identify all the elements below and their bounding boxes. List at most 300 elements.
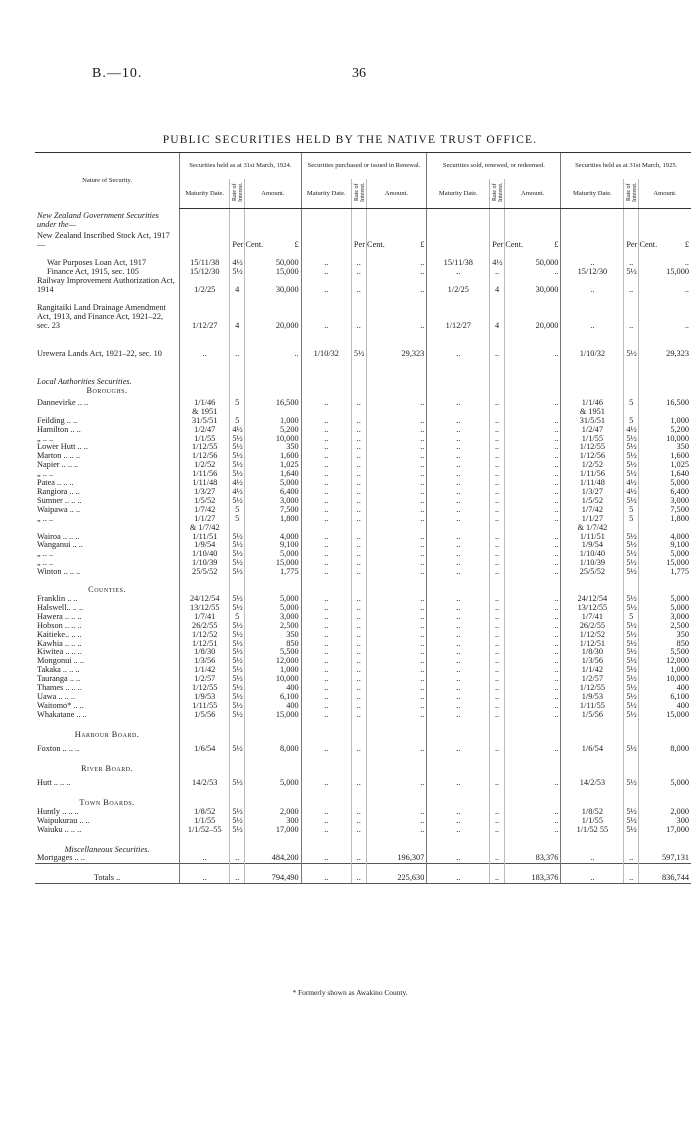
amount-cell: ..: [366, 461, 427, 470]
security-name: Franklin .. ..: [37, 594, 78, 604]
maturity-cell: 1/1/27: [561, 515, 624, 524]
amount-cell: 350: [638, 443, 691, 452]
amount-cell: 196,307: [366, 854, 427, 863]
maturity-cell: 1/8/52: [180, 808, 230, 817]
amount-cell: ..: [638, 277, 691, 295]
security-name: Waipawa .. ..: [37, 504, 81, 514]
amount-cell: [366, 577, 427, 595]
rate-cell: 4½: [230, 479, 245, 488]
section-heading-row: [35, 577, 691, 595]
amount-cell: 1,800: [245, 515, 302, 524]
maturity-cell: ..: [301, 684, 351, 693]
amount-cell: 1,025: [245, 461, 302, 470]
rate-cell: ..: [490, 817, 505, 826]
security-name: Hutt .. .. ..: [37, 777, 71, 787]
maturity-cell: 1/12/56: [180, 452, 230, 461]
maturity-cell: ..: [301, 604, 351, 613]
rate-cell: [351, 577, 366, 595]
amount-cell: 5,000: [245, 595, 302, 604]
maturity-cell: [561, 387, 624, 396]
amount-cell: [504, 577, 561, 595]
header-rate: Rate of Interest.: [492, 182, 505, 202]
rate-cell: ..: [490, 595, 505, 604]
amount-cell: 5,000: [245, 604, 302, 613]
section-heading-row: [35, 754, 691, 774]
amount-cell: 30,000: [504, 277, 561, 295]
amount-cell: 15,000: [245, 711, 302, 720]
maturity-cell: ..: [427, 684, 490, 693]
section-heading-row: [35, 359, 691, 387]
rate-cell: ..: [351, 648, 366, 657]
maturity-cell: [427, 208, 490, 230]
security-name: Kiwitea .. .. ..: [37, 647, 82, 657]
amount-cell: [245, 788, 302, 808]
amount-cell: ..: [504, 470, 561, 479]
amount-cell: 6,100: [245, 693, 302, 702]
maturity-cell: ..: [561, 250, 624, 268]
rate-cell: ..: [490, 461, 505, 470]
amount-cell: [366, 208, 427, 230]
amount-cell: ..: [366, 693, 427, 702]
rate-cell: 5½: [624, 268, 639, 277]
maturity-cell: ..: [301, 613, 351, 622]
amount-cell: ..: [366, 533, 427, 542]
maturity-cell: ..: [427, 435, 490, 444]
rate-cell: 5½: [230, 817, 245, 826]
maturity-cell: 1/3/56: [561, 657, 624, 666]
rate-cell: [490, 720, 505, 740]
maturity-cell: ..: [427, 461, 490, 470]
maturity-cell: ..: [301, 808, 351, 817]
maturity-cell: [180, 359, 230, 387]
amount-cell: ..: [366, 613, 427, 622]
maturity-cell: 26/2/55: [561, 622, 624, 631]
amount-cell: ..: [504, 396, 561, 408]
rate-cell: ..: [351, 479, 366, 488]
amount-cell: 6,400: [638, 488, 691, 497]
amount-cell: 5,000: [638, 774, 691, 788]
maturity-cell: 1/10/40: [561, 550, 624, 559]
maturity-cell: 15/12/30: [561, 268, 624, 277]
amount-cell: 1,000: [638, 666, 691, 675]
rate-cell: 5½: [624, 595, 639, 604]
rate-cell: ..: [490, 684, 505, 693]
amount-cell: 17,000: [638, 826, 691, 835]
amount-cell: [366, 359, 427, 387]
rate-cell: 5½: [624, 826, 639, 835]
maturity-cell: 25/5/52: [180, 568, 230, 577]
maturity-cell: 1/11/48: [561, 479, 624, 488]
amount-cell: 4,000: [638, 533, 691, 542]
amount-cell: 10,000: [245, 675, 302, 684]
footnote: * Formerly shown as Awakino County.: [292, 988, 408, 997]
maturity-cell: 1/1/46: [180, 396, 230, 408]
maturity-cell: [301, 754, 351, 774]
maturity-cell: 1/9/53: [180, 693, 230, 702]
amount-cell: 10,000: [245, 435, 302, 444]
maturity-cell: 1/1/55: [561, 435, 624, 444]
rate-cell: ..: [230, 331, 245, 359]
section-heading-row: [35, 720, 691, 740]
amount-cell: ..: [366, 826, 427, 835]
rate-cell: ..: [351, 435, 366, 444]
maturity-cell: 1/3/27: [180, 488, 230, 497]
maturity-cell: [427, 230, 490, 250]
amount-cell: 350: [245, 631, 302, 640]
section-heading-row: [35, 834, 691, 854]
maturity-cell: ..: [427, 817, 490, 826]
maturity-cell: ..: [301, 250, 351, 268]
rate-cell: [230, 754, 245, 774]
rate-cell: ..: [490, 435, 505, 444]
maturity-cell: ..: [301, 470, 351, 479]
maturity-cell: ..: [301, 295, 351, 331]
rate-cell: 5½: [624, 640, 639, 649]
rate-cell: 5½: [624, 443, 639, 452]
rate-cell: 4½: [230, 488, 245, 497]
rate-cell: 4½: [624, 479, 639, 488]
maturity-cell: ..: [301, 533, 351, 542]
security-name: Patea .. .. ..: [37, 478, 74, 488]
rate-cell: ..: [490, 604, 505, 613]
rate-cell: ..: [351, 604, 366, 613]
maturity-cell: 1/12/27: [180, 295, 230, 331]
rate-cell: 5½: [624, 470, 639, 479]
rate-cell: ..: [490, 452, 505, 461]
table-body: [35, 208, 691, 884]
rate-cell: ..: [490, 854, 505, 863]
maturity-cell: ..: [301, 640, 351, 649]
maturity-cell: 1/8/30: [180, 648, 230, 657]
amount-cell: ..: [366, 595, 427, 604]
maturity-cell: ..: [427, 268, 490, 277]
rate-cell: ..: [351, 452, 366, 461]
maturity-cell: 1/11/51: [180, 533, 230, 542]
maturity-cell: 25/5/52: [561, 568, 624, 577]
amount-cell: [366, 524, 427, 533]
security-name: Local Authorities Securities.: [37, 377, 132, 386]
security-name: Marton .. .. ..: [37, 451, 81, 461]
maturity-cell: [427, 834, 490, 854]
rate-cell: ..: [351, 550, 366, 559]
rate-cell: 5½: [230, 702, 245, 711]
rate-cell: ..: [490, 864, 505, 884]
amount-cell: 1,600: [638, 452, 691, 461]
amount-cell: 1,640: [638, 470, 691, 479]
amount-cell: ..: [366, 702, 427, 711]
maturity-cell: ..: [301, 657, 351, 666]
rate-cell: 5½: [624, 702, 639, 711]
maturity-cell: [301, 720, 351, 740]
amount-cell: ..: [366, 541, 427, 550]
maturity-cell: [301, 230, 351, 250]
maturity-cell: ..: [301, 559, 351, 568]
rate-cell: ..: [624, 277, 639, 295]
amount-cell: ..: [366, 666, 427, 675]
rate-cell: 5: [624, 417, 639, 426]
security-name: Waiuku .. .. ..: [37, 824, 82, 834]
amount-cell: ..: [245, 331, 302, 359]
amount-cell: [366, 754, 427, 774]
rate-cell: ..: [351, 443, 366, 452]
rate-cell: [351, 834, 366, 854]
security-name: New Zealand Government Securities under the—: [37, 211, 159, 230]
maturity-cell: 1/12/51: [180, 640, 230, 649]
amount-cell: ..: [504, 595, 561, 604]
amount-cell: 5,200: [638, 426, 691, 435]
amount-cell: 850: [245, 640, 302, 649]
maturity-cell: ..: [427, 631, 490, 640]
security-name: Lower Hutt .. ..: [37, 442, 88, 452]
maturity-cell: 15/11/38: [427, 250, 490, 268]
maturity-cell: 1/8/30: [561, 648, 624, 657]
header-sold: Securities sold, renewed, or redeemed.: [427, 153, 561, 180]
amount-cell: ..: [366, 268, 427, 277]
amount-cell: 8,000: [245, 740, 302, 754]
amount-cell: ..: [504, 417, 561, 426]
rate-cell: ..: [351, 864, 366, 884]
maturity-cell: ..: [427, 595, 490, 604]
rate-cell: ..: [351, 595, 366, 604]
amount-cell: 400: [638, 684, 691, 693]
maturity-cell: [561, 208, 624, 230]
maturity-cell: ..: [301, 675, 351, 684]
maturity-cell: ..: [301, 452, 351, 461]
amount-cell: 350: [245, 443, 302, 452]
security-name: Urewera Lands Act, 1921–22, sec. 10: [37, 349, 162, 358]
maturity-cell: [180, 720, 230, 740]
rate-cell: 5½: [624, 817, 639, 826]
maturity-cell: 14/2/53: [561, 774, 624, 788]
maturity-cell: 1/12/52: [180, 631, 230, 640]
maturity-cell: [427, 788, 490, 808]
rate-cell: 5½: [230, 268, 245, 277]
rate-cell: ..: [351, 268, 366, 277]
rate-cell: [490, 834, 505, 854]
rate-cell: ..: [490, 702, 505, 711]
rate-cell: ..: [490, 488, 505, 497]
security-name: River Board.: [80, 763, 134, 773]
amount-cell: 484,200: [245, 854, 302, 863]
amount-cell: 10,000: [638, 435, 691, 444]
rate-cell: 4½: [230, 426, 245, 435]
rate-cell: ..: [490, 443, 505, 452]
amount-cell: [638, 577, 691, 595]
rate-cell: Per Cent.: [230, 230, 245, 250]
maturity-cell: [561, 754, 624, 774]
amount-cell: ..: [504, 331, 561, 359]
amount-cell: 1,600: [245, 452, 302, 461]
amount-cell: 5,500: [638, 648, 691, 657]
table-row: [35, 250, 691, 268]
amount-cell: ..: [366, 631, 427, 640]
maturity-cell: ..: [180, 331, 230, 359]
amount-cell: ..: [366, 550, 427, 559]
amount-cell: [638, 720, 691, 740]
rate-cell: ..: [624, 864, 639, 884]
amount-cell: ..: [504, 506, 561, 515]
amount-cell: 183,376: [504, 864, 561, 884]
rate-cell: ..: [490, 506, 505, 515]
rate-cell: [351, 359, 366, 387]
rate-cell: [230, 834, 245, 854]
amount-cell: [638, 788, 691, 808]
rate-cell: 5½: [230, 675, 245, 684]
rate-cell: [230, 387, 245, 396]
header-amount: Amount.: [504, 179, 561, 208]
header-held-1924: Securities held as at 31st March, 1924.: [180, 153, 302, 180]
security-name: Uawa .. .. ..: [37, 692, 76, 701]
maturity-cell: [180, 387, 230, 396]
amount-cell: 15,000: [638, 268, 691, 277]
maturity-cell: ..: [427, 657, 490, 666]
maturity-cell: 1/11/56: [180, 470, 230, 479]
amount-cell: ..: [504, 435, 561, 444]
amount-cell: ..: [504, 479, 561, 488]
header-maturity: Maturity Date.: [301, 179, 351, 208]
rate-cell: ..: [490, 711, 505, 720]
amount-cell: 1,640: [245, 470, 302, 479]
rate-cell: 5½: [230, 657, 245, 666]
maturity-cell: 31/5/51: [561, 417, 624, 426]
maturity-cell: & 1/7/42: [561, 524, 624, 533]
amount-cell: 2,000: [638, 808, 691, 817]
maturity-cell: 14/2/53: [180, 774, 230, 788]
maturity-cell: ..: [427, 693, 490, 702]
security-name: Whakatane .. ..: [37, 709, 87, 719]
amount-cell: ..: [504, 613, 561, 622]
amount-cell: 5,000: [638, 479, 691, 488]
rate-cell: ..: [351, 640, 366, 649]
rate-cell: ..: [351, 613, 366, 622]
security-name: Wairoa .. .. ..: [37, 531, 80, 541]
rate-cell: 4½: [230, 250, 245, 268]
rate-cell: ..: [490, 808, 505, 817]
maturity-cell: ..: [427, 497, 490, 506]
amount-cell: 17,000: [245, 826, 302, 835]
table-row: [35, 774, 691, 788]
amount-cell: ..: [638, 250, 691, 268]
rate-cell: [351, 387, 366, 396]
maturity-cell: 1/11/48: [180, 479, 230, 488]
maturity-cell: 1/2/52: [180, 461, 230, 470]
security-name: Harbour Board.: [74, 729, 140, 739]
maturity-cell: 1/5/52: [561, 497, 624, 506]
rate-cell: 5½: [230, 740, 245, 754]
amount-cell: ..: [504, 622, 561, 631]
table-row: [35, 740, 691, 754]
maturity-cell: [301, 387, 351, 396]
rate-cell: ..: [624, 250, 639, 268]
amount-cell: [366, 788, 427, 808]
amount-cell: [504, 387, 561, 396]
rate-cell: ..: [490, 417, 505, 426]
table-row: [35, 230, 691, 250]
rate-cell: ..: [490, 693, 505, 702]
amount-cell: 3,000: [638, 497, 691, 506]
header-rate: Rate of Interest.: [232, 182, 245, 202]
maturity-cell: 24/12/54: [180, 595, 230, 604]
security-name: New Zealand Inscribed Stock Act, 1917—: [37, 231, 170, 250]
rate-cell: ..: [351, 461, 366, 470]
table-row: [35, 331, 691, 359]
rate-cell: ..: [490, 426, 505, 435]
maturity-cell: ..: [180, 854, 230, 863]
amount-cell: ..: [504, 533, 561, 542]
security-name: Boroughs.: [86, 385, 128, 395]
rate-cell: [624, 359, 639, 387]
amount-cell: [504, 359, 561, 387]
maturity-cell: 1/9/54: [561, 541, 624, 550]
maturity-cell: ..: [427, 568, 490, 577]
maturity-cell: 1/10/40: [180, 550, 230, 559]
maturity-cell: ..: [301, 497, 351, 506]
maturity-cell: ..: [301, 396, 351, 408]
amount-cell: [366, 408, 427, 417]
rate-cell: ..: [351, 497, 366, 506]
maturity-cell: 1/9/54: [180, 541, 230, 550]
maturity-cell: [301, 577, 351, 595]
rate-cell: 5: [230, 506, 245, 515]
amount-cell: ..: [504, 443, 561, 452]
amount-cell: [245, 208, 302, 230]
maturity-cell: 15/12/30: [180, 268, 230, 277]
security-name: Mortgages .. ..: [37, 853, 85, 863]
amount-cell: 50,000: [504, 250, 561, 268]
amount-cell: ..: [504, 497, 561, 506]
rate-cell: 5½: [230, 711, 245, 720]
rate-cell: 5½: [624, 657, 639, 666]
rate-cell: 5½: [624, 550, 639, 559]
maturity-cell: 1/1/27: [180, 515, 230, 524]
amount-cell: 400: [245, 684, 302, 693]
rate-cell: ..: [351, 470, 366, 479]
security-name: Miscellaneous Securities.: [64, 844, 150, 854]
rate-cell: 5½: [624, 693, 639, 702]
security-name: Waipukurau .. ..: [37, 815, 90, 825]
amount-cell: 3,000: [638, 613, 691, 622]
maturity-cell: 26/2/55: [180, 622, 230, 631]
security-name: Finance Act, 1915, sec. 105: [47, 267, 139, 276]
rate-cell: 5½: [230, 568, 245, 577]
security-name: „ .. ..: [37, 549, 54, 559]
maturity-cell: 1/10/39: [180, 559, 230, 568]
rate-cell: 5½: [624, 568, 639, 577]
rate-cell: [624, 577, 639, 595]
maturity-cell: ..: [301, 622, 351, 631]
amount-cell: ..: [366, 295, 427, 331]
maturity-cell: ..: [427, 550, 490, 559]
rate-cell: 5: [624, 396, 639, 408]
rate-cell: 5½: [230, 631, 245, 640]
maturity-cell: ..: [301, 595, 351, 604]
maturity-cell: ..: [301, 515, 351, 524]
maturity-cell: ..: [301, 817, 351, 826]
amount-cell: 1,000: [245, 666, 302, 675]
maturity-cell: 1/2/47: [561, 426, 624, 435]
amount-cell: 5,000: [245, 550, 302, 559]
security-name: Kaitieke.. .. ..: [37, 629, 82, 639]
maturity-cell: 1/10/32: [301, 331, 351, 359]
amount-cell: ..: [366, 774, 427, 788]
maturity-cell: ..: [301, 693, 351, 702]
header-held-1925: Securities held as at 31st March, 1925.: [561, 153, 691, 180]
maturity-cell: 1/2/25: [427, 277, 490, 295]
maturity-cell: 1/3/56: [180, 657, 230, 666]
rate-cell: ..: [490, 826, 505, 835]
rate-cell: 5½: [624, 675, 639, 684]
rate-cell: 5½: [624, 497, 639, 506]
